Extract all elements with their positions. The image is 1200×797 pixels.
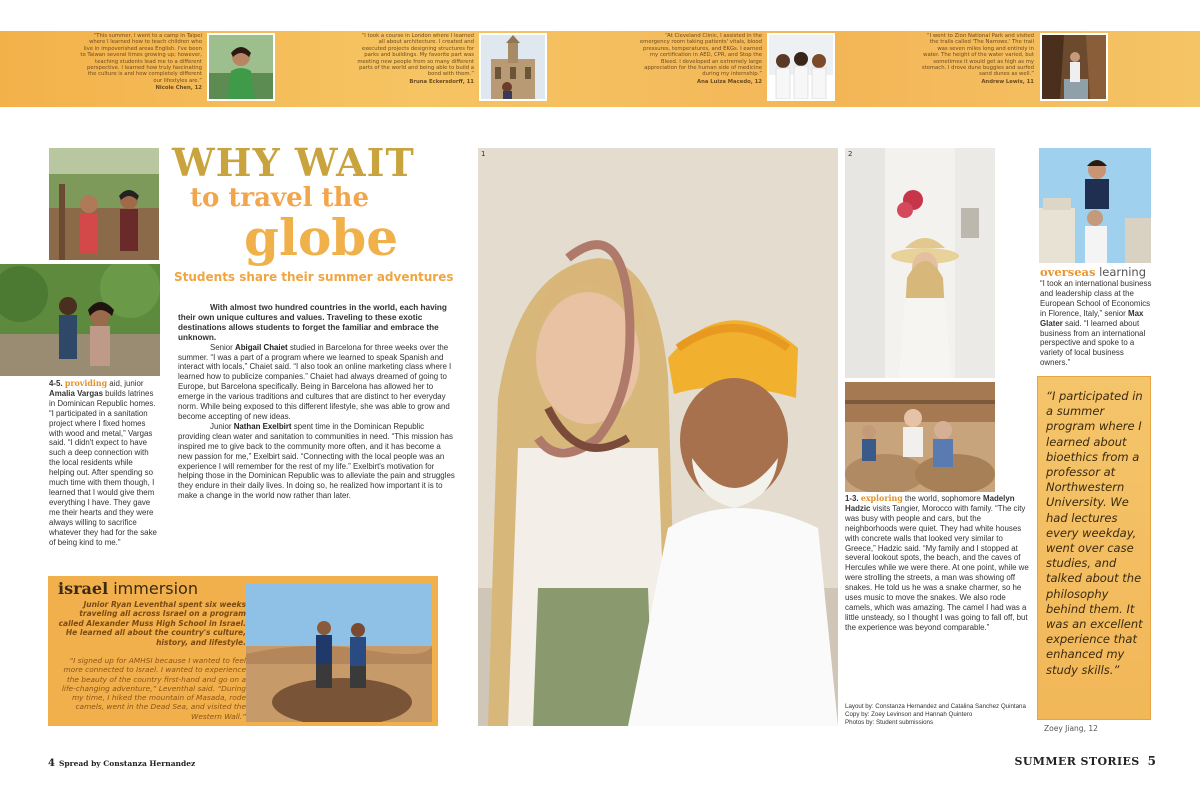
caption-1-3 bbox=[845, 494, 1033, 633]
article-text: Senior bbox=[210, 342, 236, 352]
credit-layout: Layout by: Constanza Hernandez and Catalina Sanchez Quintana bbox=[845, 703, 1026, 710]
photo-number: 2 bbox=[848, 150, 853, 158]
article-person-name: Abigail Chaiet bbox=[235, 342, 288, 352]
credit-photos: Photos by: Student submissions bbox=[845, 719, 934, 726]
overseas-person-name: Max Glater bbox=[1040, 308, 1144, 328]
photo-4-image bbox=[49, 148, 159, 260]
banner-quote-text: “I took a course in London where I learned all about architecture. I created and executed projects designing structures for parks and buildings. My favorite part was meeting new people from so many different parts of the world and being able to build a bond with them.” bbox=[357, 33, 474, 78]
overseas-text-part: “I took an international business and leadership class at the European School of Economics in Florence, Italy,” senior bbox=[1040, 279, 1152, 318]
headline-subtitle: Students share their summer adventures bbox=[174, 270, 454, 284]
photo-1-snake-charmer bbox=[478, 148, 838, 726]
photo-overseas-image bbox=[1039, 148, 1151, 263]
article-lead: With almost two hundred countries in the world, each having their own unique cultures and values. Traveling to these exotic destinations allows students to forget the familiar and embrace the unknown. bbox=[178, 303, 447, 342]
israel-photo bbox=[246, 584, 432, 722]
caption-keyword: exploring bbox=[860, 494, 903, 503]
page-number-left: 4 bbox=[48, 758, 55, 769]
photo-2-image bbox=[845, 148, 995, 378]
caption-number: 1-3. bbox=[845, 494, 859, 503]
banner-quote-2 bbox=[356, 31, 556, 107]
photo-3-camels bbox=[845, 382, 995, 492]
main-article bbox=[178, 303, 455, 501]
article-text: Junior bbox=[210, 421, 234, 431]
caption-text: visits Tangier, Morocco with family. “The city was busy with people and cars, but the neighborhoods were quiet. They had white houses with concrete walls that looked very similar to Greece,” Hadzic said. “My family and I stopped at several lookout spots, the beach, and the caves of Hercules while we were there. At one point, while we were strolling the streets, a man was showing off snakes. He told us he was a snake charmer, so he uses music to move the snakes. We also rode camels, which was amazing. The camel I had was a little unsteady, so I thought I was going to fall off, but the experience was beyond comparable.” bbox=[845, 503, 1029, 632]
caption-person-name: Amalia Vargas bbox=[49, 388, 103, 398]
banner-quote-1 bbox=[80, 31, 280, 107]
israel-heading-bold: israel bbox=[58, 579, 109, 598]
article-text: spent time in the Dominican Republic providing clean water and sanitation to communities in need. “This mission has inspired me to give back to the community more often, and it has become a new passion for me,” Exelbirt said. “Connecting with the local people was an experience I will remember for the rest of my life.” Exelbirt's motivation for helping those in the Dominican Republic was to alleviate the pain and struggles they endure in their daily lives. In doing so, he realized how important it is to make a change in the world now rather than later. bbox=[178, 421, 455, 501]
pull-quote-text: “I participated in a summer program where I learned about bioethics from a professor at Northwestern University. We had lectures every weekday, went over case studies, and talked about the philosophy behind them. It was an excellent experience that enhanced my study skills.” bbox=[1046, 389, 1143, 677]
photo-number: 1 bbox=[481, 150, 486, 158]
caption-number: 4-5. bbox=[49, 379, 63, 388]
banner-quote-3 bbox=[636, 31, 836, 107]
pull-quote-author: Zoey Jiang, 12 bbox=[1044, 724, 1098, 733]
headline-to-travel: to travel the bbox=[190, 183, 369, 213]
banner-quote-author: Bruna Eckersdorff, 11 bbox=[409, 78, 474, 85]
overseas-text bbox=[1040, 279, 1152, 368]
photo-2 bbox=[845, 148, 995, 378]
article-paragraph-2 bbox=[178, 422, 455, 501]
banner-photo-image bbox=[769, 35, 833, 99]
israel-heading-rest: immersion bbox=[108, 579, 198, 598]
photo-1-image bbox=[478, 148, 838, 726]
photo-3-image bbox=[845, 382, 995, 492]
article-paragraph-1 bbox=[178, 343, 455, 422]
caption-person-name: Madelyn Hadzic bbox=[845, 494, 1015, 513]
caption-4-5 bbox=[49, 379, 159, 547]
banner-quote-author: Andrew Lewis, 11 bbox=[981, 78, 1034, 85]
banner-photo-image bbox=[481, 35, 545, 99]
caption-text: builds latrines in Dominican Republic homes. “I participated in a sanitation project where I fixed homes with wood and metal,” Vargas said. “I didn't expect to have such a deep connection with the local residents while helping out. After spending so much time with them though, I learned that I would give them everything I have. They gave me their hearts and they were always willing to sacrifice whatever they had for the sake of being kind to me.” bbox=[49, 388, 157, 547]
headline-why-wait: WHY WAIT bbox=[172, 140, 415, 185]
banner-photo-image bbox=[209, 35, 273, 99]
photo-5-image bbox=[0, 264, 160, 376]
section-name: SUMMER STORIES bbox=[1014, 755, 1140, 768]
banner-quote-text: “This summer, I went to a camp in Taipei where I learned how to teach children who live in impoverished areas English. I've been to Taiwan several times growing up; however, teaching students lead me to a different perspective. I learned how truly fascinating the culture is and how completely different our lifestyles are.” bbox=[80, 33, 202, 84]
banner-quote-author: Nicole Chen, 12 bbox=[155, 85, 202, 92]
photo-5 bbox=[0, 264, 160, 376]
credit-copy: Copy by: Zoey Levinson and Hannah Quintero bbox=[845, 711, 973, 718]
israel-heading bbox=[58, 579, 198, 598]
overseas-text-part: said. “I learned about business from an international perspective and spoke to a variety of local business owners.” bbox=[1040, 318, 1146, 368]
caption-text: aid, junior bbox=[107, 379, 144, 388]
folio-right bbox=[1014, 750, 1156, 769]
overseas-heading-rest: learning bbox=[1095, 265, 1147, 279]
caption-keyword: providing bbox=[64, 379, 108, 388]
photo-4 bbox=[49, 148, 159, 260]
banner-photo bbox=[479, 33, 547, 101]
folio-left bbox=[48, 758, 195, 769]
pull-quote-panel bbox=[1037, 376, 1151, 720]
article-text: studied in Barcelona for three weeks over the summer. “I was a part of a program where we learned to speak Spanish and interact with locals,” Chaiet said. “I also took an online marketing class where I learned how to publicize companies.” Chaiet had always dreamed of going to Europe, but Barcelona specifically. Being in Barcelona has allowed her to emerge in the various traditions and cultures that are distinct to her everyday norm. While being exposed to this different lifestyle, she was able to grow and become accepting of new ideas. bbox=[178, 342, 452, 421]
banner-photo bbox=[767, 33, 835, 101]
banner-photo-image bbox=[1042, 35, 1106, 99]
overseas-heading bbox=[1040, 265, 1146, 279]
israel-photo-image bbox=[246, 584, 432, 722]
banner-quote-4 bbox=[920, 31, 1120, 107]
banner-quote-author: Ana Luiza Macedo, 12 bbox=[697, 78, 762, 85]
banner-quote-text: “At Cleveland Clinic, I assisted in the emergency room taking patients' vitals, blood pressures, temperatures, and EKGs. I earned my certification in AED, CPR, and Stop the Bleed. I developed an extremely large appreciation for the human side of medicine during my internship.” bbox=[639, 33, 762, 78]
banner-quote-text: “I went to Zion National Park and visited the trails called 'The Narrows.' The trail was seven miles long and entirely in water. The height of the water varied, but sometimes it would get as high as my stomach. I drove dune buggies and surfed sand dunes as well.” bbox=[921, 33, 1034, 78]
photo-overseas bbox=[1039, 148, 1151, 263]
headline-globe: globe bbox=[244, 208, 399, 267]
page-credits bbox=[845, 703, 1026, 727]
spread-credit: Spread by Constanza Hernandez bbox=[58, 759, 196, 768]
israel-quote: “I signed up for AMHSI because I wanted to feel more connected to Israel. I wanted to experience the beauty of the country first-hand and go on a life-changing adventure,” Leventhal said. “During my time, I hiked the mountain of Masada, rode camels, went in the Dead Sea, and visited the Western Wall.” bbox=[61, 656, 246, 721]
banner-photo bbox=[207, 33, 275, 101]
top-quote-banner bbox=[0, 31, 1200, 107]
page-number-right: 5 bbox=[1147, 754, 1156, 768]
israel-immersion-box bbox=[48, 576, 438, 726]
overseas-heading-bold: overseas bbox=[1040, 265, 1096, 279]
banner-photo bbox=[1040, 33, 1108, 101]
caption-text: the world, sophomore bbox=[902, 494, 981, 503]
israel-lead: Junior Ryan Leventhal spent six weeks traveling all across Israel on a program called Alexander Muss High School in Israel. He learned all about the country's culture, history, and lifestyle. bbox=[58, 600, 246, 647]
article-person-name: Nathan Exelbirt bbox=[233, 421, 292, 431]
